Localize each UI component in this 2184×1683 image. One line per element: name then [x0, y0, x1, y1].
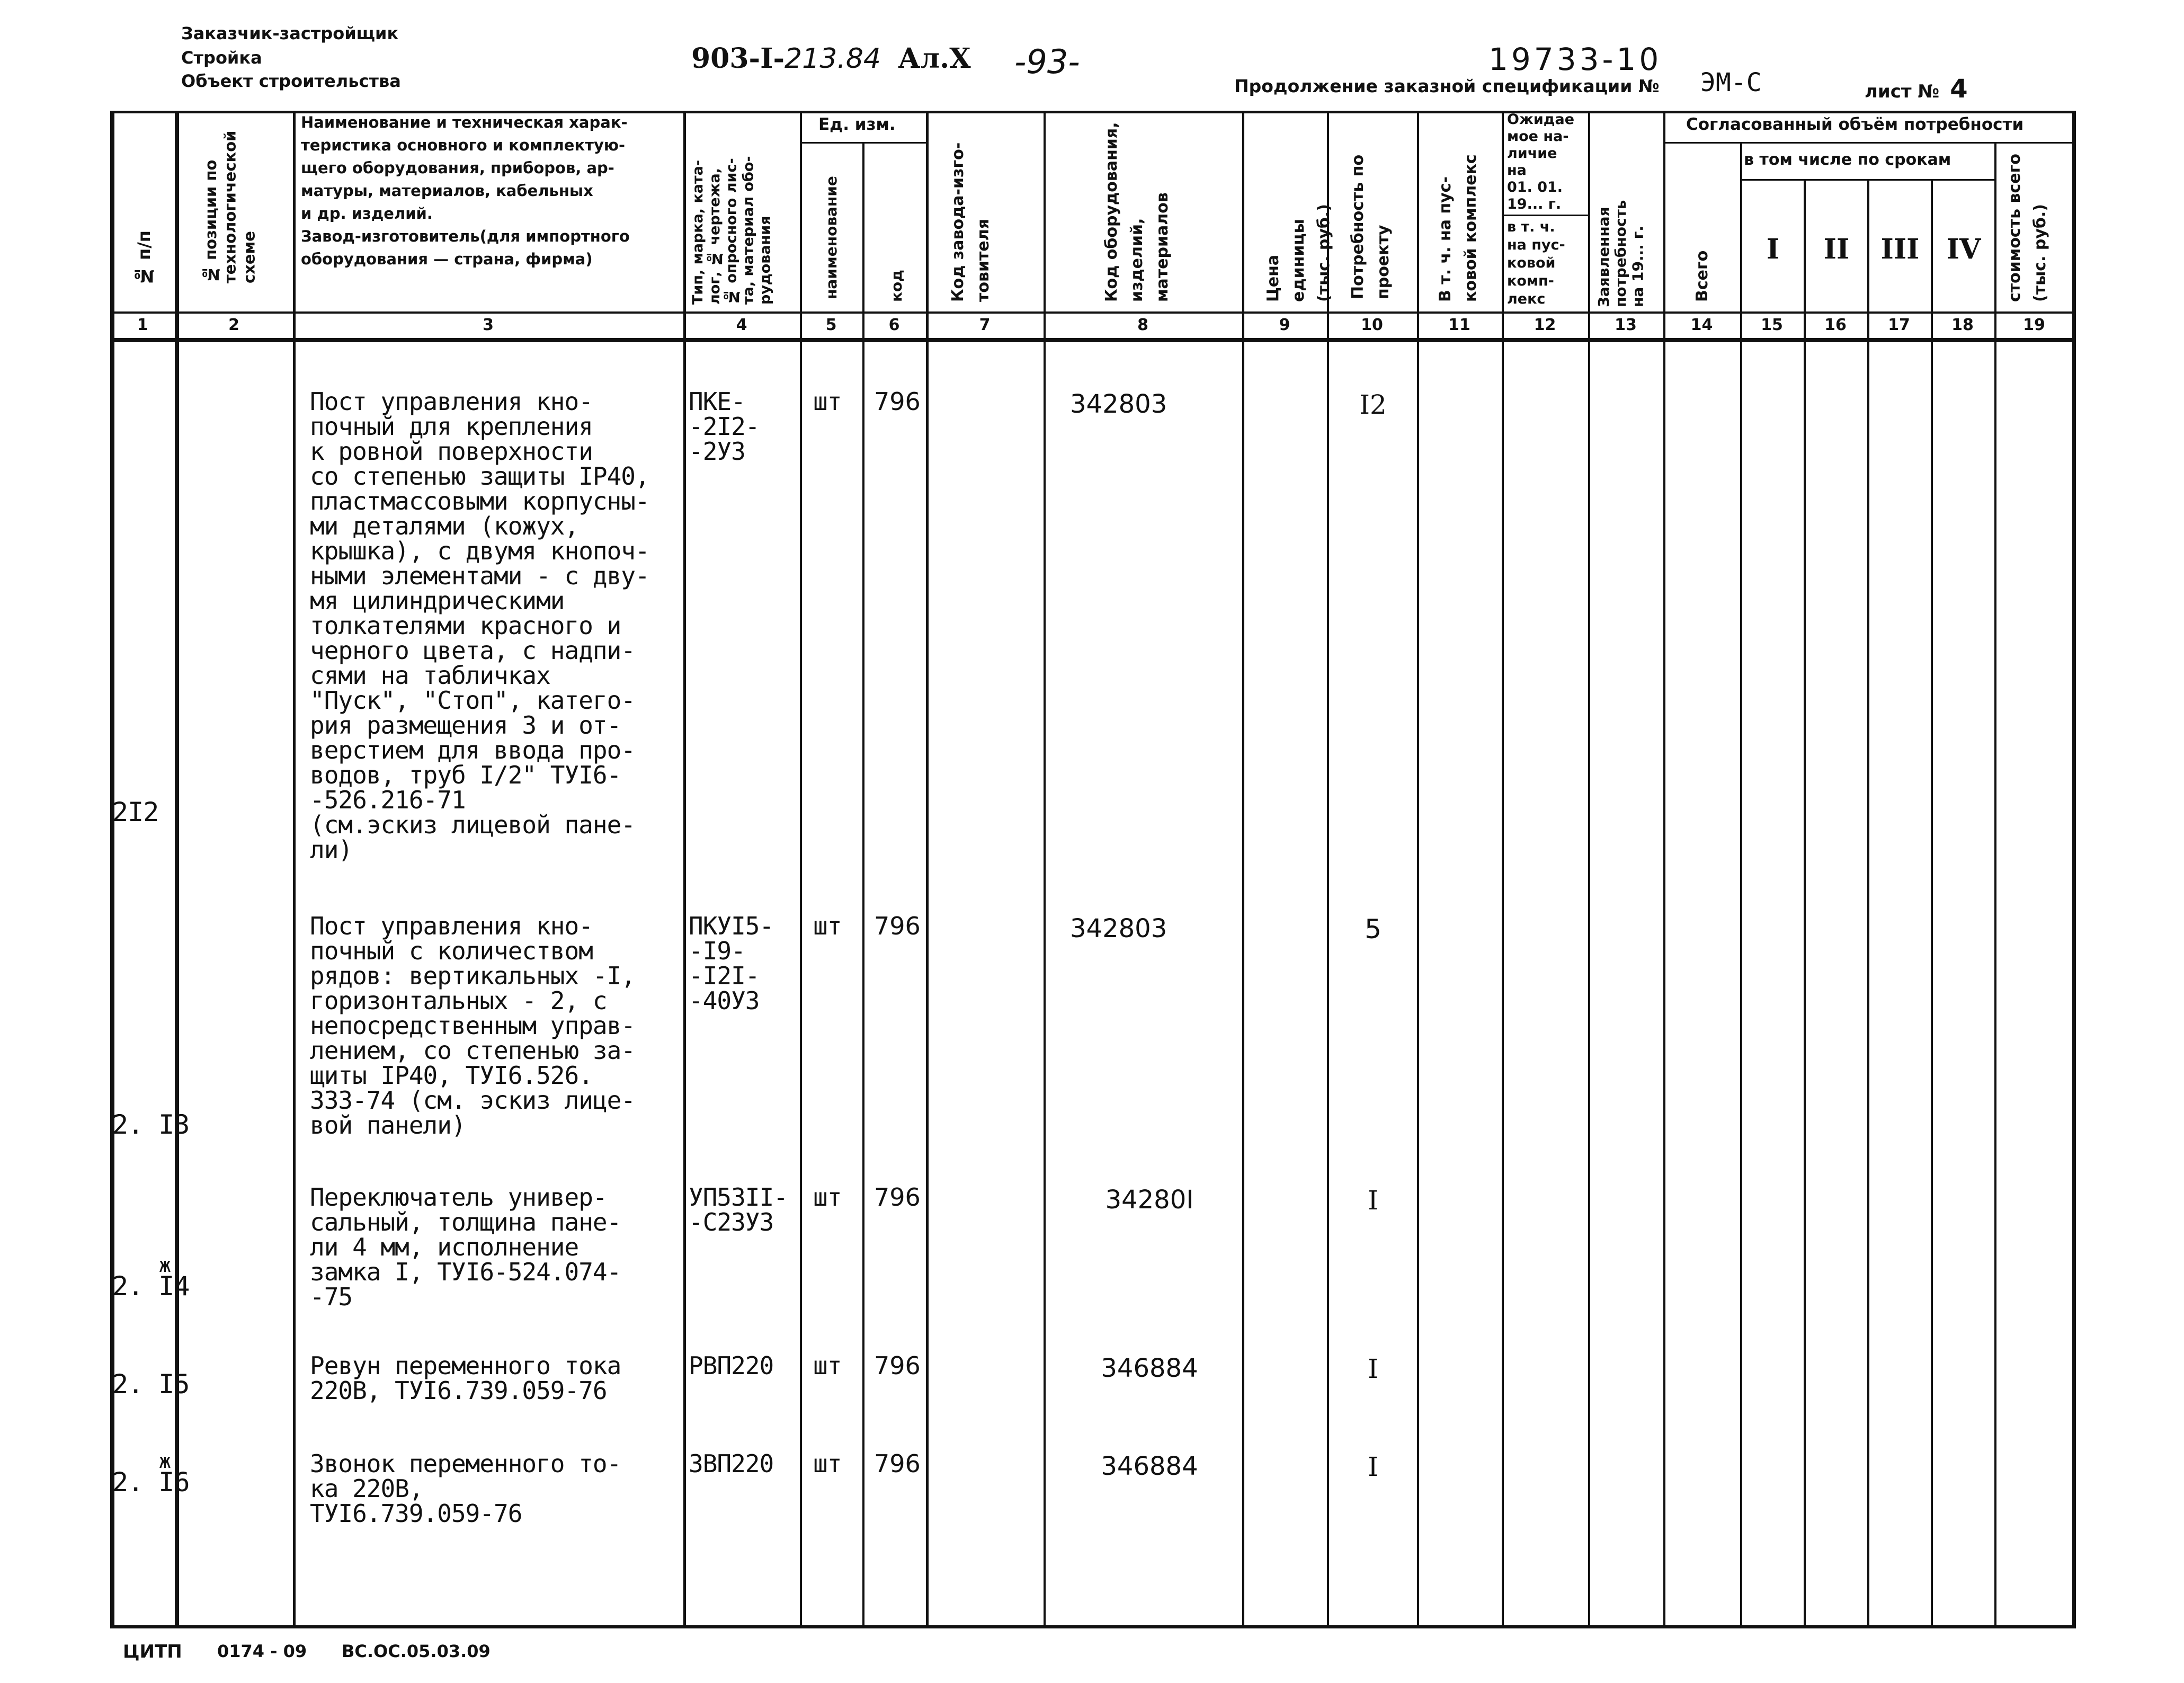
- col-line-1: [175, 111, 179, 1628]
- unit-group-header: Ед. изм.: [818, 115, 896, 134]
- col-line-13: [1663, 111, 1665, 1628]
- unit-group-line: [800, 142, 927, 144]
- column-number-1: 1: [137, 316, 148, 334]
- col-19-header: стоимость всего (тыс. руб.): [2005, 154, 2049, 302]
- row-unit: шт: [813, 387, 842, 416]
- col-12-header-bottom: в т. ч. на пус- ковой комп- лекс: [1507, 219, 1565, 307]
- doc-code-printed: 903-I-: [691, 42, 785, 75]
- column-number-10: 10: [1361, 316, 1383, 334]
- column-number-14: 14: [1690, 316, 1713, 334]
- col-line-19: [2072, 111, 2076, 1628]
- column-number-16: 16: [1824, 316, 1847, 334]
- col-line-17: [1931, 180, 1933, 1628]
- col-4-header: Тип, марка, ката- лог, № чертежа, № опросного лис- та, материал обо- рудования: [690, 156, 774, 305]
- col-line-6: [926, 111, 929, 1628]
- col-17-header: III: [1880, 233, 1920, 265]
- agreed-group-line: [1663, 142, 2075, 144]
- row-unit-code: 796: [874, 1351, 921, 1380]
- agreed-group-header: Согласованный объём потребности: [1686, 115, 2024, 134]
- col-line-14: [1740, 143, 1742, 1628]
- row-name: Звонок переменного то- ка 220В, ТУI6.739.059-76: [310, 1449, 621, 1528]
- col-line-7: [1044, 111, 1046, 1628]
- col-9-header: Цена единицы (тыс. руб.): [1264, 204, 1333, 302]
- col-line-9: [1327, 111, 1329, 1628]
- row-equip-code: 34280I: [1105, 1185, 1194, 1215]
- row-type: ЗВП220: [689, 1449, 774, 1478]
- continuation-label: Продолжение заказной спецификации №: [1234, 76, 1660, 96]
- row-unit-code: 796: [874, 1183, 921, 1212]
- column-number-17: 17: [1888, 316, 1910, 334]
- row-unit: шт: [813, 912, 842, 940]
- footer-series: ВС.ОС.05.03.09: [342, 1641, 491, 1661]
- row-type: РВП220: [689, 1351, 774, 1380]
- col-line-0: [110, 111, 114, 1628]
- document-code: [691, 42, 971, 75]
- column-number-18: 18: [1951, 316, 1974, 334]
- col-14-header: Всего: [1693, 250, 1711, 302]
- column-number-8: 8: [1137, 316, 1148, 334]
- c12-split-line: [1502, 215, 1589, 216]
- row-mark: ж: [159, 1449, 171, 1473]
- colnum-bottom-border: [110, 338, 2075, 342]
- doc-code-handwritten: 213.84: [785, 43, 881, 75]
- col-line-16: [1867, 180, 1869, 1628]
- row-unit: шт: [813, 1183, 842, 1212]
- col-5-header: наименование: [823, 176, 840, 299]
- row-need: I: [1368, 1185, 1378, 1216]
- row-mark: ж: [159, 1253, 171, 1277]
- row-name: Переключатель универ- сальный, толщина пане- ли 4 мм, исполнение замка I, ТУI6-524.074- -75: [310, 1183, 621, 1311]
- column-number-5: 5: [825, 316, 837, 334]
- col-line-2: [293, 111, 296, 1628]
- row-need: 5: [1365, 914, 1381, 945]
- col-3-header: Наименование и техническая харак- теристика основного и комплектую- щего оборудования, приборов, ар- матуры, материалов, кабельных и др. изделий. Завод-изготовитель(для импортного оборудования — страна, фирма): [301, 113, 630, 268]
- header-bottom-border: [110, 311, 2075, 314]
- table-bottom-border: [110, 1625, 2075, 1628]
- row-type: ПКЕ- -2I2- -2У3: [689, 387, 760, 466]
- column-number-3: 3: [483, 316, 494, 334]
- col-10-header: Потребность по проекту: [1349, 154, 1393, 299]
- row-equip-code: 342803: [1070, 914, 1167, 943]
- row-type: УП53II- -С23У3: [689, 1183, 788, 1236]
- footer-code: 0174 - 09: [217, 1641, 307, 1661]
- col-line-15: [1804, 180, 1806, 1628]
- col-6-header: код: [888, 270, 905, 302]
- row-unit-code: 796: [874, 912, 921, 940]
- col-2-header: № позиции по технологической схеме: [202, 130, 258, 283]
- col-8-header: Код оборудования, изделий, материалов: [1102, 122, 1172, 302]
- row-equip-code: 346884: [1101, 1353, 1198, 1383]
- row-need: I: [1368, 1353, 1378, 1384]
- col-12-header-top: Ожидае мое на- личие на 01. 01. 19... г.: [1507, 111, 1575, 212]
- col-7-header: Код завода-изго- товителя: [949, 142, 993, 302]
- page-handwritten: -93-: [1014, 42, 1080, 81]
- col-line-11: [1502, 111, 1504, 1628]
- col-line-18: [1994, 143, 1996, 1628]
- column-number-15: 15: [1761, 316, 1783, 334]
- customer-label: Заказчик-застройщик: [181, 23, 399, 43]
- col-line-10: [1417, 111, 1419, 1628]
- column-number-9: 9: [1279, 316, 1290, 334]
- row-name: Пост управления кно- почный с количеством рядов: вертикальных -I, горизонтальных - 2, с непосредственным управ- лением, со степенью за- щиты IP40, ТУI6.526. 333-74 (см. эскиз лице- вой панели): [310, 912, 635, 1139]
- row-need: I: [1368, 1452, 1378, 1482]
- col-15-header: I: [1766, 233, 1780, 265]
- row-name: Ревун переменного тока 220В, ТУI6.739.059-76: [310, 1351, 621, 1405]
- column-number-12: 12: [1534, 316, 1556, 334]
- column-number-2: 2: [228, 316, 239, 334]
- row-type: ПКУI5- -I9- -I2I- -40У3: [689, 912, 774, 1015]
- row-equip-code: 342803: [1070, 389, 1167, 419]
- row-unit: шт: [813, 1351, 842, 1380]
- col-line-3: [683, 111, 686, 1628]
- row-position: 2. I3: [112, 1109, 190, 1140]
- col-18-header: IV: [1946, 233, 1981, 265]
- sheet-number: 4: [1950, 74, 1968, 104]
- column-number-6: 6: [888, 316, 900, 334]
- row-equip-code: 346884: [1101, 1452, 1198, 1481]
- sheet-word: лист №: [1865, 81, 1940, 102]
- spec-code: ЭМ-С: [1700, 68, 1762, 97]
- col-13-header: Заявленная потребность на 19... г.: [1595, 200, 1647, 307]
- col-line-8: [1242, 111, 1244, 1628]
- sheet-label: [1865, 74, 1968, 104]
- row-position: 2. I4: [112, 1271, 190, 1302]
- column-number-4: 4: [736, 316, 747, 334]
- col-1-header: № п/п: [134, 230, 154, 286]
- construction-label: Стройка: [181, 48, 262, 68]
- col-11-header: В т. ч. на пус- ковой комплекс: [1436, 154, 1480, 302]
- row-unit: шт: [813, 1449, 842, 1478]
- row-position: 2. I5: [112, 1369, 190, 1400]
- row-position: 2. I6: [112, 1467, 190, 1498]
- terms-group-line: [1740, 179, 1996, 181]
- col-16-header: II: [1823, 233, 1850, 265]
- row-name: Пост управления кно- почный для крепления к ровной поверхности со степенью защиты IP40, пластмассовыми корпусны- ми деталями (кожух, крышка), с двумя кнопоч- ными элементами - с дву- мя цилиндрическими толкателями красного и черного цвета, с надпи- сями на табличках "Пуск", "Стоп", катего- рия размещения 3 и от- верстием для ввода про- водов, труб I/2" ТУI6- -526.216-71 (см.эскиз лицевой пане- ли): [310, 387, 649, 864]
- col-line-5: [862, 143, 864, 1628]
- album-label: Ал.X: [898, 42, 971, 75]
- footer-org: ЦИТП: [123, 1641, 182, 1662]
- row-need: I2: [1359, 389, 1387, 420]
- reg-number: 19733-10: [1488, 41, 1662, 77]
- column-number-11: 11: [1448, 316, 1470, 334]
- row-position: 2I2: [112, 797, 159, 827]
- col-line-4: [800, 111, 802, 1628]
- column-number-19: 19: [2023, 316, 2045, 334]
- col-line-12: [1588, 111, 1590, 1628]
- terms-group-header: в том числе по срокам: [1744, 150, 1951, 169]
- row-unit-code: 796: [874, 1449, 921, 1478]
- column-number-13: 13: [1615, 316, 1637, 334]
- object-label: Объект строительства: [181, 71, 401, 91]
- column-number-7: 7: [979, 316, 991, 334]
- row-unit-code: 796: [874, 387, 921, 416]
